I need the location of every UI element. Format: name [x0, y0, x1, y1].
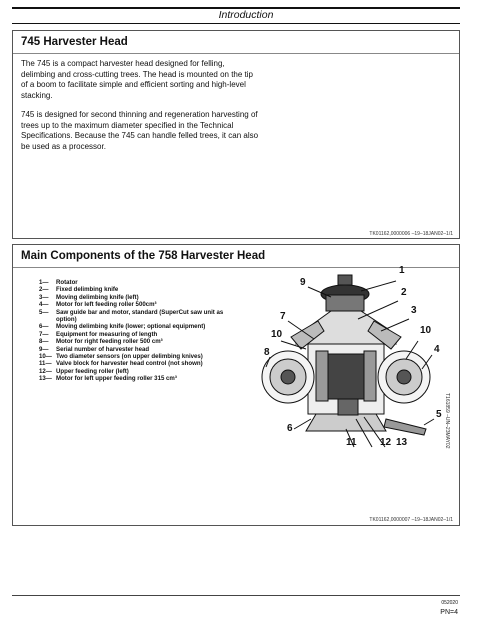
list-item: [39, 353, 234, 360]
callout-1: 1: [399, 265, 405, 276]
item-number: 5—: [39, 308, 49, 316]
list-item: [39, 286, 234, 293]
harvester-head-diagram: [246, 259, 446, 449]
list-item: [39, 360, 234, 367]
paragraph-intro: The 745 is a compact harvester head designed for felling, delimbing and cross-cutting trees. The head is mounted on the tip of a boom to facilitate simple and efficient sorting and high-level stacking.: [21, 59, 253, 100]
item-number: 4—: [39, 301, 49, 309]
item-text: Motor for left feeding roller 500cm³: [56, 301, 157, 309]
section-main-components: [12, 244, 460, 526]
item-text: Equipment for measuring of length: [56, 330, 158, 338]
callout-5: 5: [436, 409, 442, 420]
harvester-head-illustration: [246, 259, 446, 449]
item-text: Motor for right feeding roller 500 cm³: [56, 338, 163, 346]
section-title: Main Components of the 758 Harvester Head: [13, 245, 459, 268]
callout-4: 4: [434, 344, 440, 355]
callout-6: 6: [287, 423, 293, 434]
item-text: Serial number of harvester head: [56, 345, 150, 353]
callout-2: 2: [401, 287, 407, 298]
list-item: [39, 331, 234, 338]
list-item: [39, 301, 234, 308]
item-text: Moving delimbing knife (lower; optional equipment): [56, 323, 206, 331]
item-text: Motor for left upper feeding roller 315 cm³: [56, 375, 177, 383]
callout-13: 13: [396, 437, 408, 448]
header-rule-bottom: [12, 23, 460, 24]
item-number: 13—: [39, 375, 52, 383]
page-number: PN=4: [440, 609, 458, 616]
item-text: Rotator: [56, 279, 78, 286]
item-text: Saw guide bar and motor, standard (SuperCut saw unit as option): [56, 308, 224, 324]
list-item: [39, 338, 234, 345]
item-number: 12—: [39, 367, 52, 375]
item-number: 3—: [39, 293, 49, 301]
callout-9: 9: [300, 277, 306, 288]
page-header: [12, 9, 458, 21]
callout-10-left: 10: [271, 329, 283, 340]
item-number: 10—: [39, 353, 52, 361]
section-745-harvester-head: [12, 30, 460, 239]
section-title: 745 Harvester Head: [13, 31, 459, 54]
callout-7: 7: [280, 311, 286, 322]
list-item: [39, 346, 234, 353]
list-item: [39, 375, 234, 382]
item-number: 1—: [39, 279, 49, 286]
paragraph-usage: 745 is designed for second thinning and regeneration harvesting of trees up to the maximum diameter specified in the Technical Specifications. Because the 745 can handle felled trees, it can also be used as a processor.: [21, 110, 259, 151]
callout-11: 11: [346, 437, 357, 448]
item-text: Moving delimbing knife (left): [56, 293, 139, 301]
list-item: [39, 294, 234, 301]
reference-code: TK01162,0000007 –19–18JAN02–1/1: [369, 517, 453, 523]
callout-8: 8: [264, 347, 270, 358]
header-title: Introduction: [218, 9, 274, 21]
footer-rule: [12, 595, 460, 596]
item-text: Two diameter sensors (on upper delimbing knives): [56, 353, 203, 361]
reference-code: TK01162,0000006 –19–18JAN02–1/1: [369, 231, 453, 237]
callout-12: 12: [380, 437, 392, 448]
item-text: Fixed delimbing knife: [56, 286, 119, 294]
figure-code: T161859 –UN–23MAY02: [444, 393, 450, 449]
item-number: 6—: [39, 323, 49, 331]
list-item: [39, 309, 234, 324]
list-item: [39, 323, 234, 330]
item-number: 11—: [39, 360, 52, 368]
item-number: 7—: [39, 330, 49, 338]
list-item: [39, 368, 234, 375]
item-text: Upper feeding roller (left): [56, 367, 129, 375]
callout-10-right: 10: [420, 325, 432, 336]
item-number: 9—: [39, 345, 49, 353]
list-item: [39, 279, 234, 286]
item-number: 2—: [39, 286, 49, 294]
component-list: [39, 279, 234, 383]
footer-code: 052020: [441, 600, 458, 606]
item-number: 8—: [39, 338, 49, 346]
item-text: Valve block for harvester head control (not shown): [56, 360, 203, 368]
callout-3: 3: [411, 305, 417, 316]
